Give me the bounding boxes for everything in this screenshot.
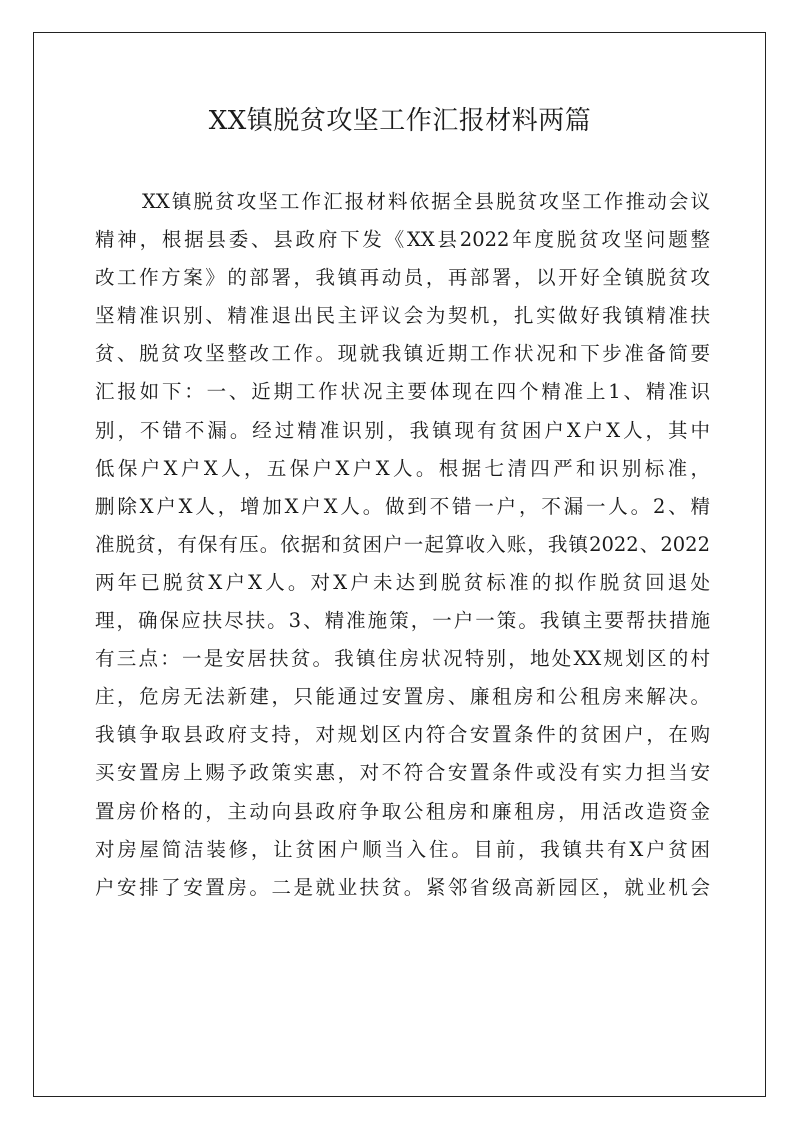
document-body (95, 183, 710, 907)
body-line: 低保户X户X人，五保户X户X人。根据七清四严和识别标准， (95, 456, 710, 480)
body-line: XX镇脱贫攻坚工作汇报材料依据全县脱贫攻坚工作推动会议 (142, 190, 710, 213)
body-line: 对房屋简洁装修，让贫困户顺当入住。目前，我镇共有X户贫困 (95, 837, 710, 861)
body-line: 两年已脱贫X户X人。对X户未达到脱贫标准的拟作脱贫回退处 (95, 570, 710, 594)
body-line: 我镇争取县政府支持，对规划区内符合安置条件的贫困户，在购 (95, 723, 710, 747)
body-line: 汇报如下：一、近期工作状况主要体现在四个精准上1、精准识 (95, 380, 710, 404)
body-line: 别，不错不漏。经过精准识别，我镇现有贫困户X户X人，其中 (95, 418, 710, 442)
body-line: 删除X户X人，增加X户X人。做到不错一户，不漏一人。2、精 (95, 494, 710, 518)
body-line: 准脱贫，有保有压。依据和贫困户一起算收入账，我镇2022、2022 (95, 532, 710, 556)
body-line: 户安排了安置房。二是就业扶贫。紧邻省级高新园区，就业机会 (95, 875, 710, 899)
body-line: 改工作方案》的部署，我镇再动员，再部署，以开好全镇脱贫攻 (95, 266, 710, 290)
document-title: XX镇脱贫攻坚工作汇报材料两篇 (208, 106, 592, 136)
body-line: 置房价格的，主动向县政府争取公租房和廉租房，用活改造资金 (95, 799, 710, 823)
body-line: 坚精准识别、精准退出民主评议会为契机，扎实做好我镇精准扶 (95, 304, 710, 328)
body-line: 庄，危房无法新建，只能通过安置房、廉租房和公租房来解决。 (95, 685, 710, 709)
body-line: 买安置房上赐予政策实惠，对不符合安置条件或没有实力担当安 (95, 761, 710, 785)
body-line: 精神，根据县委、县政府下发《XX县2022年度脱贫攻坚问题整 (95, 228, 710, 252)
body-line: 贫、脱贫攻坚整改工作。现就我镇近期工作状况和下步准备简要 (95, 342, 710, 366)
body-line: 有三点：一是安居扶贫。我镇住房状况特别，地处XX规划区的村 (95, 647, 710, 671)
body-line: 理，确保应扶尽扶。3、精准施策，一户一策。我镇主要帮扶措施 (95, 609, 710, 633)
